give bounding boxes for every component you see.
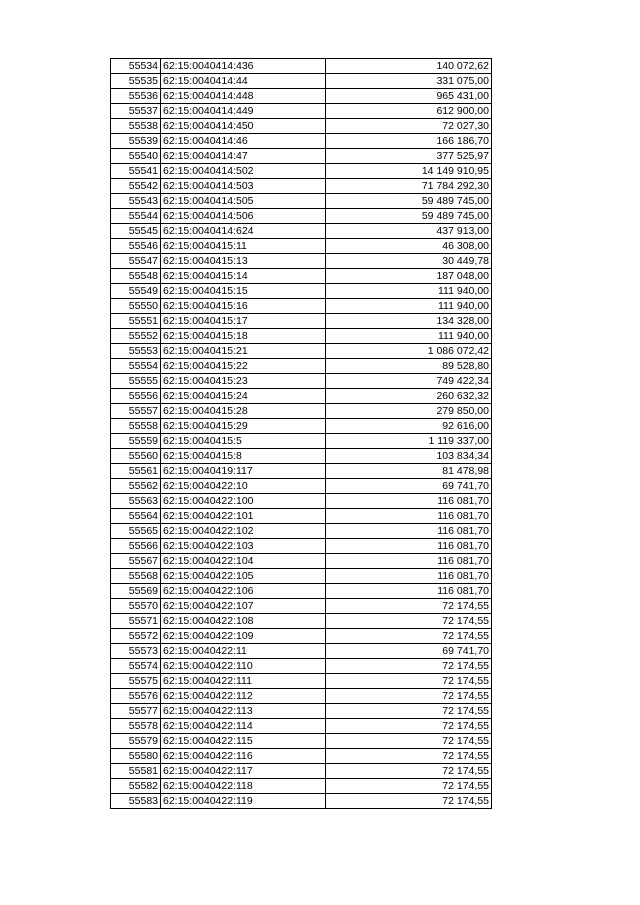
table-row xyxy=(111,689,492,704)
cadastral-value-cell: 187 048,00 xyxy=(326,269,492,284)
table-row xyxy=(111,644,492,659)
cadastral-value-cell: 437 913,00 xyxy=(326,224,492,239)
row-number-cell: 55576 xyxy=(111,689,161,704)
row-number-cell: 55581 xyxy=(111,764,161,779)
cadastral-value-cell: 111 940,00 xyxy=(326,284,492,299)
table-row xyxy=(111,629,492,644)
row-number-cell: 55574 xyxy=(111,659,161,674)
table-row xyxy=(111,704,492,719)
cadastral-number-cell: 62:15:0040422:102 xyxy=(161,524,326,539)
table-row xyxy=(111,674,492,689)
cadastral-number-cell: 62:15:0040414:624 xyxy=(161,224,326,239)
row-number-cell: 55544 xyxy=(111,209,161,224)
cadastral-value-cell: 260 632,32 xyxy=(326,389,492,404)
row-number-cell: 55552 xyxy=(111,329,161,344)
row-number-cell: 55554 xyxy=(111,359,161,374)
cadastral-number-cell: 62:15:0040415:8 xyxy=(161,449,326,464)
cadastral-value-cell: 72 027,30 xyxy=(326,119,492,134)
row-number-cell: 55575 xyxy=(111,674,161,689)
row-number-cell: 55563 xyxy=(111,494,161,509)
row-number-cell: 55578 xyxy=(111,719,161,734)
row-number-cell: 55553 xyxy=(111,344,161,359)
cadastral-number-cell: 62:15:0040414:505 xyxy=(161,194,326,209)
cadastral-value-cell: 72 174,55 xyxy=(326,599,492,614)
cadastral-number-cell: 62:15:0040415:22 xyxy=(161,359,326,374)
table-row xyxy=(111,569,492,584)
table-row xyxy=(111,779,492,794)
table-row xyxy=(111,284,492,299)
cadastral-value-cell: 279 850,00 xyxy=(326,404,492,419)
table-row xyxy=(111,719,492,734)
table-row xyxy=(111,149,492,164)
cadastral-number-cell: 62:15:0040415:23 xyxy=(161,374,326,389)
table-row xyxy=(111,104,492,119)
cadastral-value-cell: 59 489 745,00 xyxy=(326,194,492,209)
row-number-cell: 55557 xyxy=(111,404,161,419)
table-row xyxy=(111,59,492,74)
cadastral-value-cell: 72 174,55 xyxy=(326,779,492,794)
table-row xyxy=(111,509,492,524)
cadastral-number-cell: 62:15:0040414:450 xyxy=(161,119,326,134)
cadastral-number-cell: 62:15:0040422:107 xyxy=(161,599,326,614)
table-row xyxy=(111,74,492,89)
cadastral-value-cell: 331 075,00 xyxy=(326,74,492,89)
cadastral-number-cell: 62:15:0040422:117 xyxy=(161,764,326,779)
row-number-cell: 55551 xyxy=(111,314,161,329)
table-row xyxy=(111,524,492,539)
cadastral-value-cell: 1 119 337,00 xyxy=(326,434,492,449)
cadastral-value-cell: 72 174,55 xyxy=(326,749,492,764)
cadastral-number-cell: 62:15:0040419:117 xyxy=(161,464,326,479)
cadastral-value-cell: 72 174,55 xyxy=(326,719,492,734)
table-row xyxy=(111,179,492,194)
table-row xyxy=(111,614,492,629)
cadastral-number-cell: 62:15:0040422:115 xyxy=(161,734,326,749)
table-row xyxy=(111,329,492,344)
cadastral-value-cell: 116 081,70 xyxy=(326,584,492,599)
cadastral-value-cell: 30 449,78 xyxy=(326,254,492,269)
row-number-cell: 55565 xyxy=(111,524,161,539)
row-number-cell: 55547 xyxy=(111,254,161,269)
row-number-cell: 55564 xyxy=(111,509,161,524)
cadastral-value-cell: 69 741,70 xyxy=(326,479,492,494)
row-number-cell: 55543 xyxy=(111,194,161,209)
table-row xyxy=(111,119,492,134)
cadastral-value-cell: 965 431,00 xyxy=(326,89,492,104)
row-number-cell: 55579 xyxy=(111,734,161,749)
table-row xyxy=(111,539,492,554)
cadastral-number-cell: 62:15:0040422:112 xyxy=(161,689,326,704)
cadastral-number-cell: 62:15:0040415:16 xyxy=(161,299,326,314)
cadastral-number-cell: 62:15:0040414:502 xyxy=(161,164,326,179)
cadastral-number-cell: 62:15:0040422:100 xyxy=(161,494,326,509)
cadastral-number-cell: 62:15:0040422:113 xyxy=(161,704,326,719)
row-number-cell: 55542 xyxy=(111,179,161,194)
cadastral-number-cell: 62:15:0040415:28 xyxy=(161,404,326,419)
table-row xyxy=(111,494,492,509)
row-number-cell: 55537 xyxy=(111,104,161,119)
table-row xyxy=(111,794,492,809)
cadastral-number-cell: 62:15:0040422:110 xyxy=(161,659,326,674)
cadastral-value-table xyxy=(110,58,492,809)
cadastral-number-cell: 62:15:0040414:448 xyxy=(161,89,326,104)
row-number-cell: 55549 xyxy=(111,284,161,299)
row-number-cell: 55555 xyxy=(111,374,161,389)
cadastral-value-cell: 46 308,00 xyxy=(326,239,492,254)
row-number-cell: 55569 xyxy=(111,584,161,599)
table-row xyxy=(111,449,492,464)
cadastral-number-cell: 62:15:0040415:18 xyxy=(161,329,326,344)
table-row xyxy=(111,599,492,614)
row-number-cell: 55561 xyxy=(111,464,161,479)
cadastral-number-cell: 62:15:0040422:10 xyxy=(161,479,326,494)
cadastral-value-cell: 377 525,97 xyxy=(326,149,492,164)
row-number-cell: 55535 xyxy=(111,74,161,89)
cadastral-value-cell: 72 174,55 xyxy=(326,614,492,629)
row-number-cell: 55562 xyxy=(111,479,161,494)
row-number-cell: 55559 xyxy=(111,434,161,449)
cadastral-value-cell: 116 081,70 xyxy=(326,539,492,554)
table-row xyxy=(111,194,492,209)
row-number-cell: 55560 xyxy=(111,449,161,464)
row-number-cell: 55534 xyxy=(111,59,161,74)
table-row xyxy=(111,464,492,479)
row-number-cell: 55540 xyxy=(111,149,161,164)
cadastral-number-cell: 62:15:0040422:111 xyxy=(161,674,326,689)
cadastral-value-cell: 72 174,55 xyxy=(326,674,492,689)
table-row xyxy=(111,359,492,374)
cadastral-number-cell: 62:15:0040415:5 xyxy=(161,434,326,449)
cadastral-number-cell: 62:15:0040415:14 xyxy=(161,269,326,284)
row-number-cell: 55577 xyxy=(111,704,161,719)
cadastral-value-cell: 134 328,00 xyxy=(326,314,492,329)
row-number-cell: 55566 xyxy=(111,539,161,554)
cadastral-value-cell: 116 081,70 xyxy=(326,494,492,509)
cadastral-number-cell: 62:15:0040422:104 xyxy=(161,554,326,569)
row-number-cell: 55536 xyxy=(111,89,161,104)
table-row xyxy=(111,89,492,104)
cadastral-value-cell: 612 900,00 xyxy=(326,104,492,119)
cadastral-number-cell: 62:15:0040422:101 xyxy=(161,509,326,524)
cadastral-number-cell: 62:15:0040414:44 xyxy=(161,74,326,89)
cadastral-number-cell: 62:15:0040422:105 xyxy=(161,569,326,584)
table-row xyxy=(111,419,492,434)
table-row xyxy=(111,224,492,239)
cadastral-number-cell: 62:15:0040415:11 xyxy=(161,239,326,254)
cadastral-value-cell: 103 834,34 xyxy=(326,449,492,464)
row-number-cell: 55571 xyxy=(111,614,161,629)
table-row xyxy=(111,239,492,254)
cadastral-number-cell: 62:15:0040422:103 xyxy=(161,539,326,554)
row-number-cell: 55580 xyxy=(111,749,161,764)
cadastral-value-cell: 92 616,00 xyxy=(326,419,492,434)
row-number-cell: 55546 xyxy=(111,239,161,254)
cadastral-number-cell: 62:15:0040415:15 xyxy=(161,284,326,299)
cadastral-number-cell: 62:15:0040422:108 xyxy=(161,614,326,629)
cadastral-number-cell: 62:15:0040422:116 xyxy=(161,749,326,764)
cadastral-value-cell: 116 081,70 xyxy=(326,554,492,569)
cadastral-value-cell: 89 528,80 xyxy=(326,359,492,374)
table-row xyxy=(111,659,492,674)
table-row xyxy=(111,479,492,494)
table-row xyxy=(111,269,492,284)
cadastral-value-cell: 69 741,70 xyxy=(326,644,492,659)
table-row xyxy=(111,734,492,749)
cadastral-number-cell: 62:15:0040414:46 xyxy=(161,134,326,149)
row-number-cell: 55570 xyxy=(111,599,161,614)
cadastral-number-cell: 62:15:0040415:24 xyxy=(161,389,326,404)
row-number-cell: 55573 xyxy=(111,644,161,659)
cadastral-number-cell: 62:15:0040414:449 xyxy=(161,104,326,119)
cadastral-value-cell: 116 081,70 xyxy=(326,569,492,584)
cadastral-number-cell: 62:15:0040414:47 xyxy=(161,149,326,164)
cadastral-number-cell: 62:15:0040414:503 xyxy=(161,179,326,194)
cadastral-value-cell: 59 489 745,00 xyxy=(326,209,492,224)
cadastral-value-cell: 72 174,55 xyxy=(326,764,492,779)
cadastral-value-cell: 72 174,55 xyxy=(326,629,492,644)
cadastral-number-cell: 62:15:0040415:29 xyxy=(161,419,326,434)
cadastral-value-cell: 72 174,55 xyxy=(326,794,492,809)
row-number-cell: 55550 xyxy=(111,299,161,314)
table-row xyxy=(111,374,492,389)
cadastral-value-cell: 71 784 292,30 xyxy=(326,179,492,194)
cadastral-value-cell: 72 174,55 xyxy=(326,659,492,674)
table-row xyxy=(111,764,492,779)
row-number-cell: 55572 xyxy=(111,629,161,644)
row-number-cell: 55582 xyxy=(111,779,161,794)
row-number-cell: 55541 xyxy=(111,164,161,179)
cadastral-number-cell: 62:15:0040415:21 xyxy=(161,344,326,359)
cadastral-number-cell: 62:15:0040414:506 xyxy=(161,209,326,224)
cadastral-number-cell: 62:15:0040415:17 xyxy=(161,314,326,329)
table-row xyxy=(111,749,492,764)
row-number-cell: 55558 xyxy=(111,419,161,434)
cadastral-value-cell: 166 186,70 xyxy=(326,134,492,149)
cadastral-number-cell: 62:15:0040414:436 xyxy=(161,59,326,74)
row-number-cell: 55567 xyxy=(111,554,161,569)
table-row xyxy=(111,584,492,599)
cadastral-value-cell: 140 072,62 xyxy=(326,59,492,74)
table-row xyxy=(111,299,492,314)
table-row xyxy=(111,404,492,419)
cadastral-value-cell: 749 422,34 xyxy=(326,374,492,389)
table-row xyxy=(111,434,492,449)
table-row xyxy=(111,209,492,224)
row-number-cell: 55556 xyxy=(111,389,161,404)
cadastral-number-cell: 62:15:0040415:13 xyxy=(161,254,326,269)
cadastral-number-cell: 62:15:0040422:114 xyxy=(161,719,326,734)
cadastral-value-cell: 72 174,55 xyxy=(326,734,492,749)
cadastral-value-cell: 116 081,70 xyxy=(326,524,492,539)
table-row xyxy=(111,389,492,404)
cadastral-number-cell: 62:15:0040422:118 xyxy=(161,779,326,794)
cadastral-value-cell: 72 174,55 xyxy=(326,704,492,719)
table-row xyxy=(111,554,492,569)
table-body xyxy=(111,59,492,809)
row-number-cell: 55568 xyxy=(111,569,161,584)
cadastral-value-cell: 111 940,00 xyxy=(326,329,492,344)
table-row xyxy=(111,254,492,269)
cadastral-number-cell: 62:15:0040422:119 xyxy=(161,794,326,809)
cadastral-number-cell: 62:15:0040422:109 xyxy=(161,629,326,644)
cadastral-number-cell: 62:15:0040422:106 xyxy=(161,584,326,599)
table-row xyxy=(111,134,492,149)
cadastral-value-cell: 14 149 910,95 xyxy=(326,164,492,179)
cadastral-number-cell: 62:15:0040422:11 xyxy=(161,644,326,659)
table-row xyxy=(111,314,492,329)
row-number-cell: 55583 xyxy=(111,794,161,809)
cadastral-value-cell: 81 478,98 xyxy=(326,464,492,479)
table-row xyxy=(111,344,492,359)
row-number-cell: 55548 xyxy=(111,269,161,284)
row-number-cell: 55545 xyxy=(111,224,161,239)
row-number-cell: 55538 xyxy=(111,119,161,134)
table-row xyxy=(111,164,492,179)
cadastral-value-cell: 111 940,00 xyxy=(326,299,492,314)
cadastral-value-cell: 116 081,70 xyxy=(326,509,492,524)
cadastral-value-cell: 72 174,55 xyxy=(326,689,492,704)
row-number-cell: 55539 xyxy=(111,134,161,149)
cadastral-value-cell: 1 086 072,42 xyxy=(326,344,492,359)
